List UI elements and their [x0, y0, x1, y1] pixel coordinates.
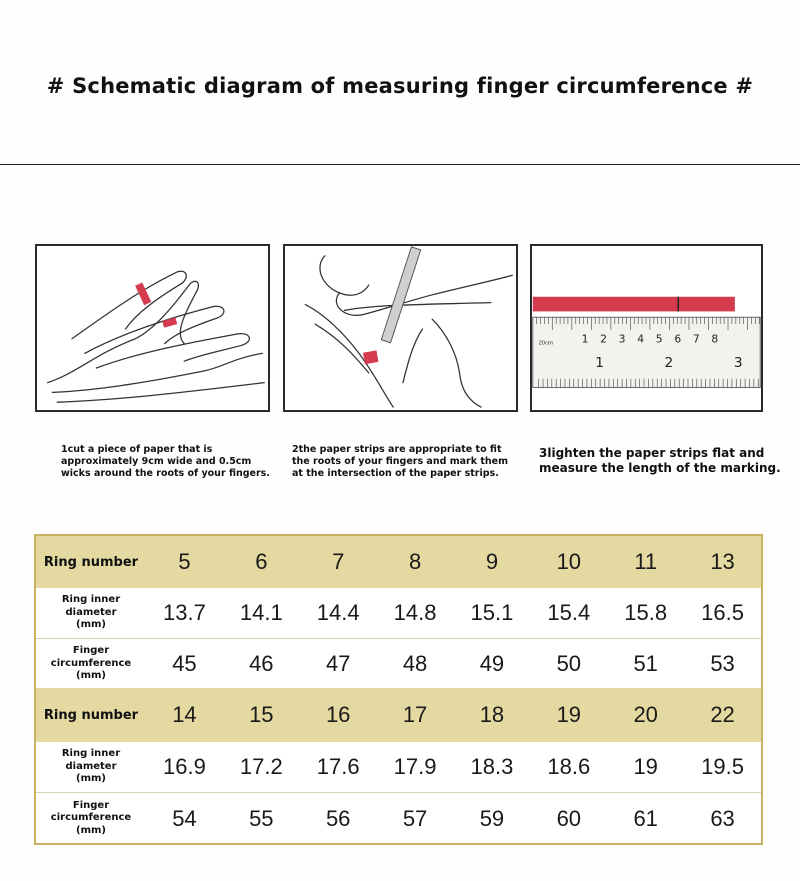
- table-cell: 15.8: [624, 600, 668, 625]
- table-cell: 18: [479, 702, 505, 727]
- label-line: Finger: [72, 799, 110, 811]
- paper-strip: [533, 297, 735, 312]
- step-1-caption: 1cut a piece of paper that is approximately 9cm wide and 0.5cm wicks around the roots of your fingers.: [61, 444, 270, 479]
- label-line: Ring inner: [61, 594, 121, 606]
- label-line: circumference: [50, 812, 132, 824]
- table-cell: 20: [633, 702, 658, 727]
- label-line: Ring inner: [61, 748, 121, 760]
- table-cell: 19.5: [701, 754, 744, 779]
- table-cell: 17.6: [316, 754, 360, 779]
- table-cell: 9: [485, 549, 499, 574]
- label-line: circumference: [50, 657, 132, 669]
- row-label: [36, 588, 146, 638]
- ruler-lower-label: 2: [664, 355, 674, 372]
- table-cell: 14: [172, 702, 197, 727]
- table-cell: 45: [172, 651, 197, 676]
- label-line: (mm): [76, 824, 106, 836]
- ruler-unit-label: 20cm: [538, 340, 553, 347]
- label-line: diameter: [65, 606, 117, 618]
- table-cell: 56: [325, 805, 351, 831]
- table-cell: 59: [479, 805, 505, 831]
- table-cell: 15.4: [547, 600, 591, 625]
- ruler-upper-label: 5: [655, 332, 663, 346]
- inner-diameter-row-1: [36, 588, 761, 638]
- table-cell: 48: [402, 651, 428, 676]
- ruler: [533, 317, 760, 387]
- ring-size-table: [34, 534, 763, 845]
- table-cell: 49: [479, 651, 505, 676]
- pen-marking-icon: [285, 246, 516, 410]
- table-cell: 51: [633, 651, 658, 676]
- table-cell: 11: [634, 549, 658, 574]
- table-cell: 5: [178, 549, 191, 574]
- inner-diameter-row-2: [36, 742, 761, 792]
- table-cell: 19: [633, 754, 658, 779]
- table-cell: 17: [402, 702, 428, 727]
- table-cell: 46: [249, 651, 274, 676]
- step-3-illustration: [530, 244, 763, 412]
- table-cell: 7: [332, 549, 345, 574]
- ruler-upper-label: 1: [581, 332, 589, 346]
- table-cell: 13.7: [163, 600, 206, 625]
- table-cell: 13: [710, 549, 735, 574]
- step-2-illustration: [283, 244, 518, 412]
- row-label: [36, 793, 146, 844]
- table-cell: 50: [556, 651, 582, 676]
- table-cell: 18.3: [470, 754, 514, 779]
- table-cell: 14.8: [393, 600, 437, 625]
- table-cell: 16: [325, 702, 351, 727]
- label-line: (mm): [76, 619, 106, 631]
- table-cell: 18.6: [547, 754, 591, 779]
- step-2-caption: 2the paper strips are appropriate to fit the roots of your fingers and mark them at the intersection of the paper strips.: [292, 444, 508, 479]
- table-cell: 16.9: [163, 754, 206, 779]
- ruler-upper-label: 7: [692, 332, 700, 346]
- table-cell: 14.1: [239, 600, 283, 625]
- table-cell: 47: [325, 651, 351, 676]
- table-cell: 17.2: [239, 754, 283, 779]
- ruler-upper-label: 2: [600, 332, 607, 346]
- label-line: diameter: [65, 760, 117, 772]
- table-cell: 55: [249, 805, 274, 831]
- label-line: Finger: [72, 645, 110, 657]
- circumference-row-2: [36, 792, 761, 844]
- step-1-illustration: [35, 244, 270, 412]
- circumference-row-1: [36, 638, 761, 689]
- ruler-upper-label: 8: [711, 332, 719, 346]
- row-label: [36, 742, 146, 792]
- ruler-upper-label: 6: [674, 332, 682, 346]
- row-label: Ring number: [43, 554, 139, 570]
- row-label: [36, 639, 146, 689]
- page-title: # Schematic diagram of measuring finger circumference #: [46, 74, 754, 98]
- ring-number-row-2: [36, 688, 761, 742]
- hand-with-strip-icon: [37, 246, 268, 410]
- ruler-measurement-icon: [532, 246, 761, 410]
- table-cell: 63: [710, 805, 735, 831]
- table-cell: 17.9: [393, 754, 437, 779]
- label-line: (mm): [76, 773, 106, 785]
- table-cell: 19: [556, 702, 582, 727]
- ruler-lower-label: 3: [733, 355, 743, 372]
- label-line: (mm): [76, 670, 106, 682]
- table-cell: 57: [402, 805, 428, 831]
- table-cell: 15: [249, 702, 274, 727]
- table-cell: 61: [633, 805, 658, 831]
- table-cell: 54: [172, 805, 197, 831]
- table-cell: 22: [710, 702, 735, 727]
- table-cell: 60: [556, 805, 582, 831]
- table-cell: 6: [255, 549, 268, 574]
- ruler-upper-label: 4: [637, 332, 645, 346]
- row-label: Ring number: [43, 707, 139, 723]
- table-cell: 15.1: [470, 600, 514, 625]
- step-3-caption: 3lighten the paper strips flat and measure the length of the marking.: [539, 446, 781, 475]
- table-cell: 8: [408, 549, 422, 574]
- table-cell: 53: [710, 651, 735, 676]
- title-divider: [0, 164, 800, 165]
- table-cell: 14.4: [316, 600, 360, 625]
- table-cell: 10: [556, 549, 582, 574]
- table-cell: 16.5: [701, 600, 744, 625]
- ring-number-row-1: [36, 536, 761, 588]
- ruler-upper-label: 3: [618, 332, 626, 346]
- ruler-lower-label: 1: [595, 355, 604, 372]
